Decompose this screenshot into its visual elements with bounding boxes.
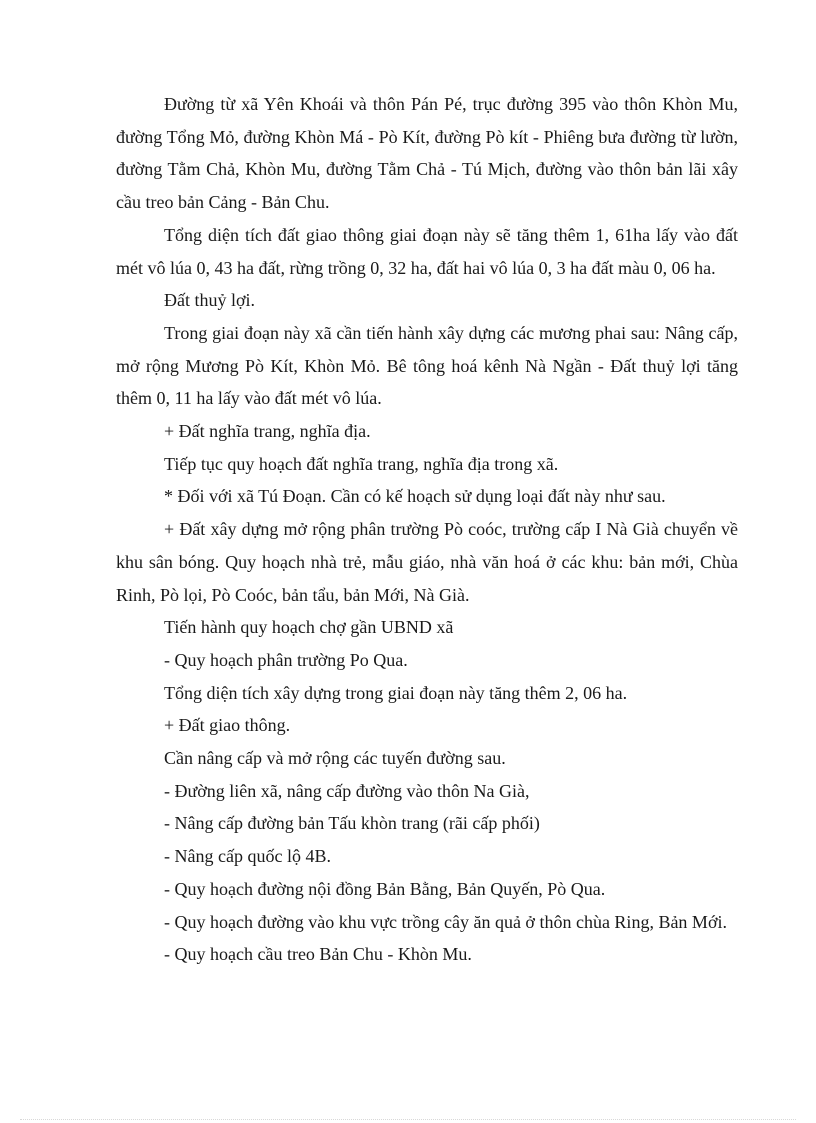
list-item-ban-tau-road: - Nâng cấp đường bản Tấu khòn trang (rãi cấp phối)	[164, 813, 540, 834]
heading-transport-land: + Đất giao thông.	[164, 715, 291, 736]
paragraph-roads-list: Đường từ xã Yên Khoái và thôn Pán Pé, trục đường 395 vào thôn Khòn Mu, đường Tổng Mỏ, đường Khòn Má - Pò Kít, đường Pò kít - Phiêng bưa đường từ lườn, đường Tằm Chả, Khòn Mu, đường Tằm Chả - Tú Mịch, đường vào thôn bản lãi xây cầu treo bản Cảng - Bản Chu.	[116, 94, 738, 213]
heading-cemetery-land: + Đất nghĩa trang, nghĩa địa.	[164, 421, 371, 442]
paragraph-roads-intro: Cần nâng cấp và mở rộng các tuyến đường sau.	[164, 748, 506, 769]
list-item-suspension-bridge: - Quy hoạch cầu treo Bản Chu - Khòn Mu.	[164, 944, 472, 965]
list-item-highway-4b: - Nâng cấp quốc lộ 4B.	[164, 846, 331, 867]
paragraph-construction-total: Tổng diện tích xây dựng trong giai đoạn này tăng thêm 2, 06 ha.	[164, 682, 628, 703]
page-bottom-divider	[20, 1119, 796, 1120]
paragraph-cemetery-planning: Tiếp tục quy hoạch đất nghĩa trang, nghĩa địa trong xã.	[164, 453, 559, 474]
paragraph-transport-land-total: Tổng diện tích đất giao thông giai đoạn này sẽ tăng thêm 1, 61ha lấy vào đất mét vô lúa 0, 43 ha đất, rừng trồng 0, 32 ha, đất hai vô lúa 0, 3 ha đất màu 0, 06 ha.	[116, 224, 738, 278]
list-item-school-branch: - Quy hoạch phân trường Po Qua.	[164, 649, 408, 670]
list-item-inter-commune-road: - Đường liên xã, nâng cấp đường vào thôn Na Già,	[164, 780, 530, 801]
heading-irrigation-land: Đất thuỷ lợi.	[164, 290, 256, 311]
paragraph-irrigation-works: Trong giai đoạn này xã cần tiến hành xây dựng các mương phai sau: Nâng cấp, mở rộng Mương Pò Kít, Khòn Mỏ. Bê tông hoá kênh Nà Ngần - Đất thuỷ lợi tăng thêm 0, 11 ha lấy vào đất mét vô lúa.	[116, 322, 738, 409]
list-item-field-roads: - Quy hoạch đường nội đồng Bản Bằng, Bản Quyến, Pò Qua.	[164, 878, 606, 899]
heading-tu-doan-commune: * Đối với xã Tú Đoạn. Cần có kế hoạch sử dụng loại đất này như sau.	[164, 486, 666, 507]
document-body	[116, 88, 738, 971]
list-item-orchard-road: - Quy hoạch đường vào khu vực trồng cây ăn quả ở thôn chùa Ring, Bản Mới.	[164, 911, 727, 932]
paragraph-market-planning: Tiến hành quy hoạch chợ gần UBND xã	[164, 617, 454, 638]
paragraph-construction-land: + Đất xây dựng mở rộng phân trường Pò coóc, trường cấp I Nà Già chuyển về khu sân bóng. Quy hoạch nhà trẻ, mẫu giáo, nhà văn hoá ở các khu: bản mới, Chùa Rinh, Pò lọi, Pò Coóc, bản tẩu, bản Mới, Nà Già.	[116, 519, 738, 605]
